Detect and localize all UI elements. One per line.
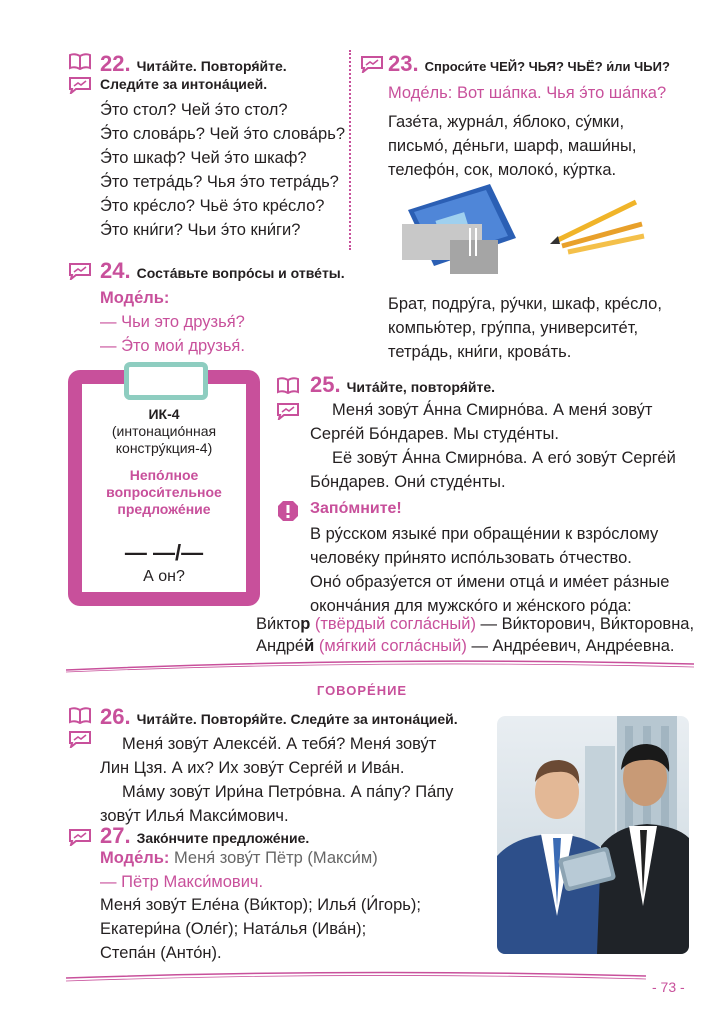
exercise-25-text xyxy=(310,398,676,494)
text-line: оконча́ния для мужско́го и же́нского ро́да: xyxy=(310,597,632,615)
text-line: зову́т Илья́ Макси́мович. xyxy=(100,807,289,825)
exercise-26-header xyxy=(100,704,458,730)
exercise-23-words-bottom xyxy=(388,292,662,364)
remember-title: Запо́мните! xyxy=(310,500,402,517)
text-line: челове́ку при́нято испо́льзовать о́тчество. xyxy=(310,549,632,567)
exercise-22-line: Э́то стол? Чей э́то стол? xyxy=(100,101,288,119)
name-ending: й xyxy=(304,637,315,655)
chat-icon xyxy=(68,828,92,846)
exercise-23-model xyxy=(388,81,666,105)
exercise-26-number: 26. xyxy=(100,704,131,729)
exercise-27-model xyxy=(100,846,378,894)
exercise-26-text xyxy=(100,732,453,828)
ik4-example: А он? xyxy=(143,568,185,585)
word-line: компью́тер, гру́ппа, университе́т, xyxy=(388,319,639,337)
consonant-note: (мя́гкий согла́сный) xyxy=(314,637,467,655)
exercise-22-header xyxy=(100,51,287,77)
section-title: ГОВОРЕ́НИЕ xyxy=(316,683,408,698)
exercise-23-header xyxy=(388,51,670,77)
model-answer: — Пётр Макси́мович. xyxy=(100,873,264,891)
exercise-25-header xyxy=(310,372,495,398)
text-line: Екатери́на (Оле́г); Ната́лья (Ива́н); xyxy=(100,920,367,938)
exercise-24-header xyxy=(100,258,345,284)
card-clip xyxy=(124,362,208,400)
exercise-24-model xyxy=(100,286,245,358)
text-line: Серге́й Бо́ндарев. Мы студе́нты. xyxy=(310,425,559,443)
exercise-27-title: Зако́нчите предложе́ние. xyxy=(136,830,310,846)
exercise-22-line: Э́то кни́ги? Чьи э́то кни́ги? xyxy=(100,221,301,239)
exercise-26-title: Чита́йте. Повторя́йте. Следи́те за интона́цией. xyxy=(136,711,458,727)
name-stem: Андре́ xyxy=(256,637,305,655)
exercise-24-title: Соста́вьте вопро́сы и отве́ты. xyxy=(136,265,345,281)
word-line: письмо́, де́ньги, шарф, маши́ны, xyxy=(388,137,637,155)
model-label: Моде́ль: xyxy=(100,289,170,307)
exercise-22-line: Э́то слова́рь? Чей э́то слова́рь? xyxy=(100,125,345,143)
exercise-24-number: 24. xyxy=(100,258,131,283)
word-line: телефо́н, сок, молоко́, ку́ртка. xyxy=(388,161,617,179)
text-line: Оно́ образу́ется от и́мени отца́ и име́ет ра́зные xyxy=(310,573,670,591)
exercise-22-line: Э́то кре́сло? Чьё э́то кре́сло? xyxy=(100,197,325,215)
model-label: Моде́ль: xyxy=(388,84,453,102)
model-line: — Чьи это друзья́? xyxy=(100,313,245,331)
consonant-note: (твёрдый согла́сный) xyxy=(310,615,476,633)
chat-icon xyxy=(68,262,92,280)
model-text: Меня́ зову́т Пётр (Макси́м) xyxy=(173,849,378,867)
book-icon xyxy=(276,376,300,394)
chat-icon xyxy=(68,730,92,748)
patronymic-result: — Ви́кторович, Ви́кторовна, xyxy=(475,615,695,633)
ik4-content xyxy=(82,406,246,588)
exclamation-icon xyxy=(277,500,299,522)
book-icon xyxy=(68,706,92,724)
exercise-22-line: Э́то шкаф? Чей э́то шкаф? xyxy=(100,149,307,167)
two-men-photo xyxy=(497,716,689,954)
text-line: В ру́сском языке́ при обраще́нии к взро́слому xyxy=(310,525,659,543)
ik4-label: Непо́лное xyxy=(129,467,199,483)
exercise-23-number: 23. xyxy=(388,51,419,76)
model-label: Моде́ль: xyxy=(100,849,170,867)
column-divider xyxy=(349,50,351,250)
patronymic-row-soft xyxy=(256,634,675,658)
chat-icon xyxy=(68,76,92,94)
exercise-22-line: Э́то тетра́дь? Чья э́то тетра́дь? xyxy=(100,173,339,191)
text-line: Меня́ зову́т Еле́на (Ви́ктор); Илья́ (И́горь); xyxy=(100,896,421,914)
ik4-contour: — —/— xyxy=(124,540,204,565)
remember-text xyxy=(310,522,669,618)
text-line: Степа́н (Анто́н). xyxy=(100,944,222,962)
text-line: Меня́ зову́т А́нна Смирно́ва. А меня́ зову́т xyxy=(332,401,653,419)
name-stem: Ви́кто xyxy=(256,615,301,633)
exercise-25-number: 25. xyxy=(310,372,341,397)
text-line: Ма́му зову́т Ири́на Петро́вна. А па́пу? Па́пу xyxy=(122,783,454,801)
model-text: Вот ша́пка. Чья э́то ша́пка? xyxy=(456,84,667,102)
patronymic-row-hard xyxy=(256,612,694,636)
pencils-illustration xyxy=(548,196,648,256)
ik4-label: вопроси́тельное xyxy=(106,484,222,500)
book-icon xyxy=(68,52,92,70)
exercise-22-title: Чита́йте. Повторя́йте. xyxy=(136,58,287,74)
exercise-23-words-top xyxy=(388,110,636,182)
model-line: — Э́то мои́ друзья́. xyxy=(100,337,245,355)
chat-icon xyxy=(360,55,384,73)
ik4-label: предложе́ние xyxy=(117,501,211,517)
chat-icon xyxy=(276,402,300,420)
exercise-22-lines xyxy=(100,98,345,242)
ik4-subtitle: (интонацио́нная xyxy=(111,423,217,439)
page-number: - 73 - xyxy=(652,979,685,995)
ik4-title: ИК-4 xyxy=(148,406,180,422)
books-illustration xyxy=(398,180,518,280)
footer-divider xyxy=(66,966,646,986)
exercise-22-number: 22. xyxy=(100,51,131,76)
section-divider xyxy=(66,656,694,676)
text-line: Её зову́т А́нна Смирно́ва. А его́ зову́т Серге́й xyxy=(332,449,676,467)
ik4-subtitle: констру́кция-4) xyxy=(115,440,213,456)
name-ending: р xyxy=(300,615,311,633)
word-line: тетра́дь, кни́ги, крова́ть. xyxy=(388,343,572,361)
exercise-22-subtitle: Следи́те за интона́цией. xyxy=(100,76,268,92)
word-line: Брат, подру́га, ру́чки, шкаф, кре́сло, xyxy=(388,295,662,313)
text-line: Лин Цзя. А их? Их зову́т Серге́й и Ива́н. xyxy=(100,759,405,777)
text-line: Меня́ зову́т Алексе́й. А тебя́? Меня́ зову́т xyxy=(122,735,437,753)
exercise-25-title: Чита́йте, повторя́йте. xyxy=(346,379,496,395)
exercise-27-lines xyxy=(100,893,421,965)
text-line: Бо́ндарев. Они́ студе́нты. xyxy=(310,473,506,491)
patronymic-result: — Андре́евич, Андре́евна. xyxy=(466,637,675,655)
exercise-23-title: Спроси́те ЧЕЙ? ЧЬЯ? ЧЬЁ? и́ли ЧЬИ? xyxy=(424,59,670,74)
word-line: Газе́та, журна́л, я́блоко, су́мки, xyxy=(388,113,625,131)
exercise-27-number: 27. xyxy=(100,823,131,848)
